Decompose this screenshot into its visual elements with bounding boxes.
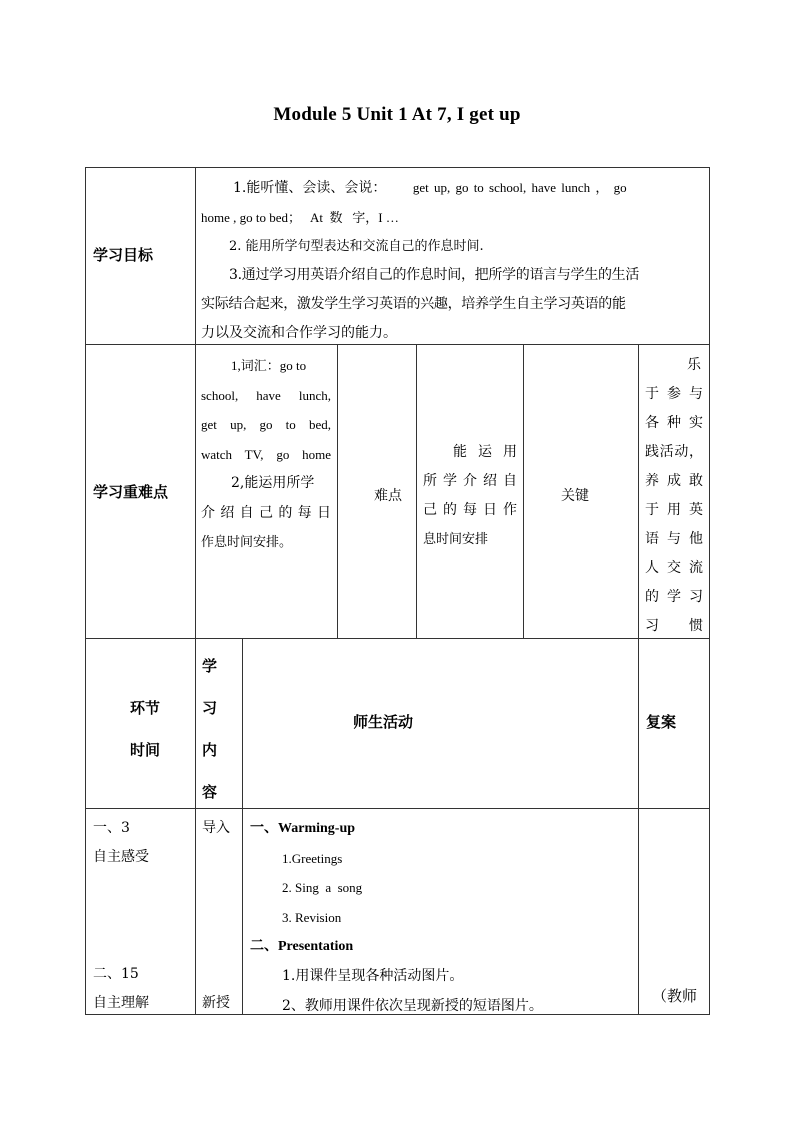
key-line: 的学习: [645, 589, 703, 605]
difficulty-line: 息时间安排: [423, 532, 489, 547]
activity-item: 1.用课件呈现各种活动图片。: [282, 967, 464, 984]
objectives-content: [201, 173, 703, 348]
page-title: Module 5 Unit 1 At 7, I get up: [273, 104, 521, 125]
objective-line: 实际结合起来，激发学生学习英语的兴趣，培养学生自主学习英语的能: [201, 296, 626, 312]
col-divider: [638, 344, 639, 1014]
focus-content: [201, 351, 331, 558]
keypoints-label: 学习重难点: [93, 483, 169, 501]
col-divider: [242, 638, 243, 1014]
table-border-top: [85, 167, 710, 168]
key-line: 习惯: [645, 618, 703, 634]
stage-cell: [93, 960, 193, 1018]
key-line: 各种实: [645, 415, 703, 431]
objective-line: home , go to bed； At 数 字，I …: [201, 210, 399, 225]
stage-line: 一、3: [93, 820, 130, 836]
table-border-right: [709, 167, 710, 1015]
col-divider: [416, 344, 417, 638]
difficulty-line: 所学介绍自: [423, 473, 517, 489]
time-header: 时间: [130, 741, 161, 759]
activity-item: 3. Revision: [282, 909, 342, 925]
section-heading: 二、Presentation: [250, 939, 354, 955]
stage-header: 环节: [130, 699, 161, 717]
table-border-left: [85, 167, 86, 1015]
difficulty-label: 难点: [374, 488, 402, 504]
key-content: [645, 351, 703, 641]
focus-line: 介绍自己的每日: [201, 504, 331, 521]
content-header: [202, 645, 232, 813]
stage-cell: [93, 814, 193, 872]
objective-line: 力以及交流和合作学习的能力。: [201, 325, 397, 341]
stage-time-header: [130, 687, 190, 771]
focus-line: 作息时间安排。: [201, 535, 293, 550]
objective-line: 2. 能用所学句型表达和交流自己的作息时间.: [229, 239, 484, 254]
difficulty-content: [423, 438, 517, 554]
activity-list: [250, 844, 635, 933]
focus-line: 2,能运用所学: [231, 475, 315, 491]
activity-list: [250, 962, 635, 1021]
content-header-char: 习: [202, 699, 218, 717]
key-line: 人交流: [645, 560, 703, 576]
content-cell: 新授: [202, 995, 230, 1011]
stage-line: 自主理解: [93, 995, 149, 1011]
key-line: 养成敢: [645, 473, 703, 489]
key-label: 关键: [561, 488, 589, 504]
focus-line: school, have lunch,: [201, 387, 331, 403]
row-divider: [85, 638, 710, 639]
activity-item: 2、教师用课件依次呈现新授的短语图片。: [282, 997, 543, 1014]
objectives-label: 学习目标: [93, 246, 154, 264]
col-divider: [195, 167, 196, 1015]
objective-line: 1.能听懂、会读、会说： get up, go to school, have lunch ， go: [233, 180, 627, 196]
focus-line: get up, go to bed,: [201, 417, 331, 432]
activities-header: 师生活动: [353, 713, 414, 731]
content-header-char: 容: [202, 783, 218, 801]
key-line: 于参与: [645, 386, 703, 402]
review-cell: （教师: [652, 987, 698, 1005]
focus-line: watch TV, go home: [201, 446, 331, 462]
row-divider: [85, 808, 710, 809]
activity-item: 1.Greetings: [282, 850, 343, 866]
stage-line: 二、15: [93, 966, 139, 982]
activity-item: 2. Sing a song: [282, 880, 363, 896]
col-divider: [523, 344, 524, 638]
objective-line: 3.通过学习用英语介绍自己的作息时间，把所学的语言与学生的生活: [229, 267, 640, 283]
difficulty-line: 己的每日作: [423, 502, 517, 518]
stage-line: 自主感受: [93, 849, 149, 865]
activities-cell: [250, 814, 635, 1021]
key-line: 乐: [687, 357, 701, 373]
col-divider: [337, 344, 338, 638]
content-cell: 导入: [202, 820, 230, 836]
key-line: 践活动，: [645, 444, 703, 460]
difficulty-line: 能 运 用: [453, 444, 517, 460]
content-header-char: 内: [202, 741, 218, 759]
focus-line: 1,词汇：go to: [231, 358, 307, 373]
review-header: 复案: [646, 713, 677, 731]
key-line: 语与他: [645, 531, 703, 547]
content-header-char: 学: [202, 657, 218, 675]
key-line: 于用英: [645, 502, 703, 518]
section-heading: 一、Warming-up: [250, 821, 356, 836]
